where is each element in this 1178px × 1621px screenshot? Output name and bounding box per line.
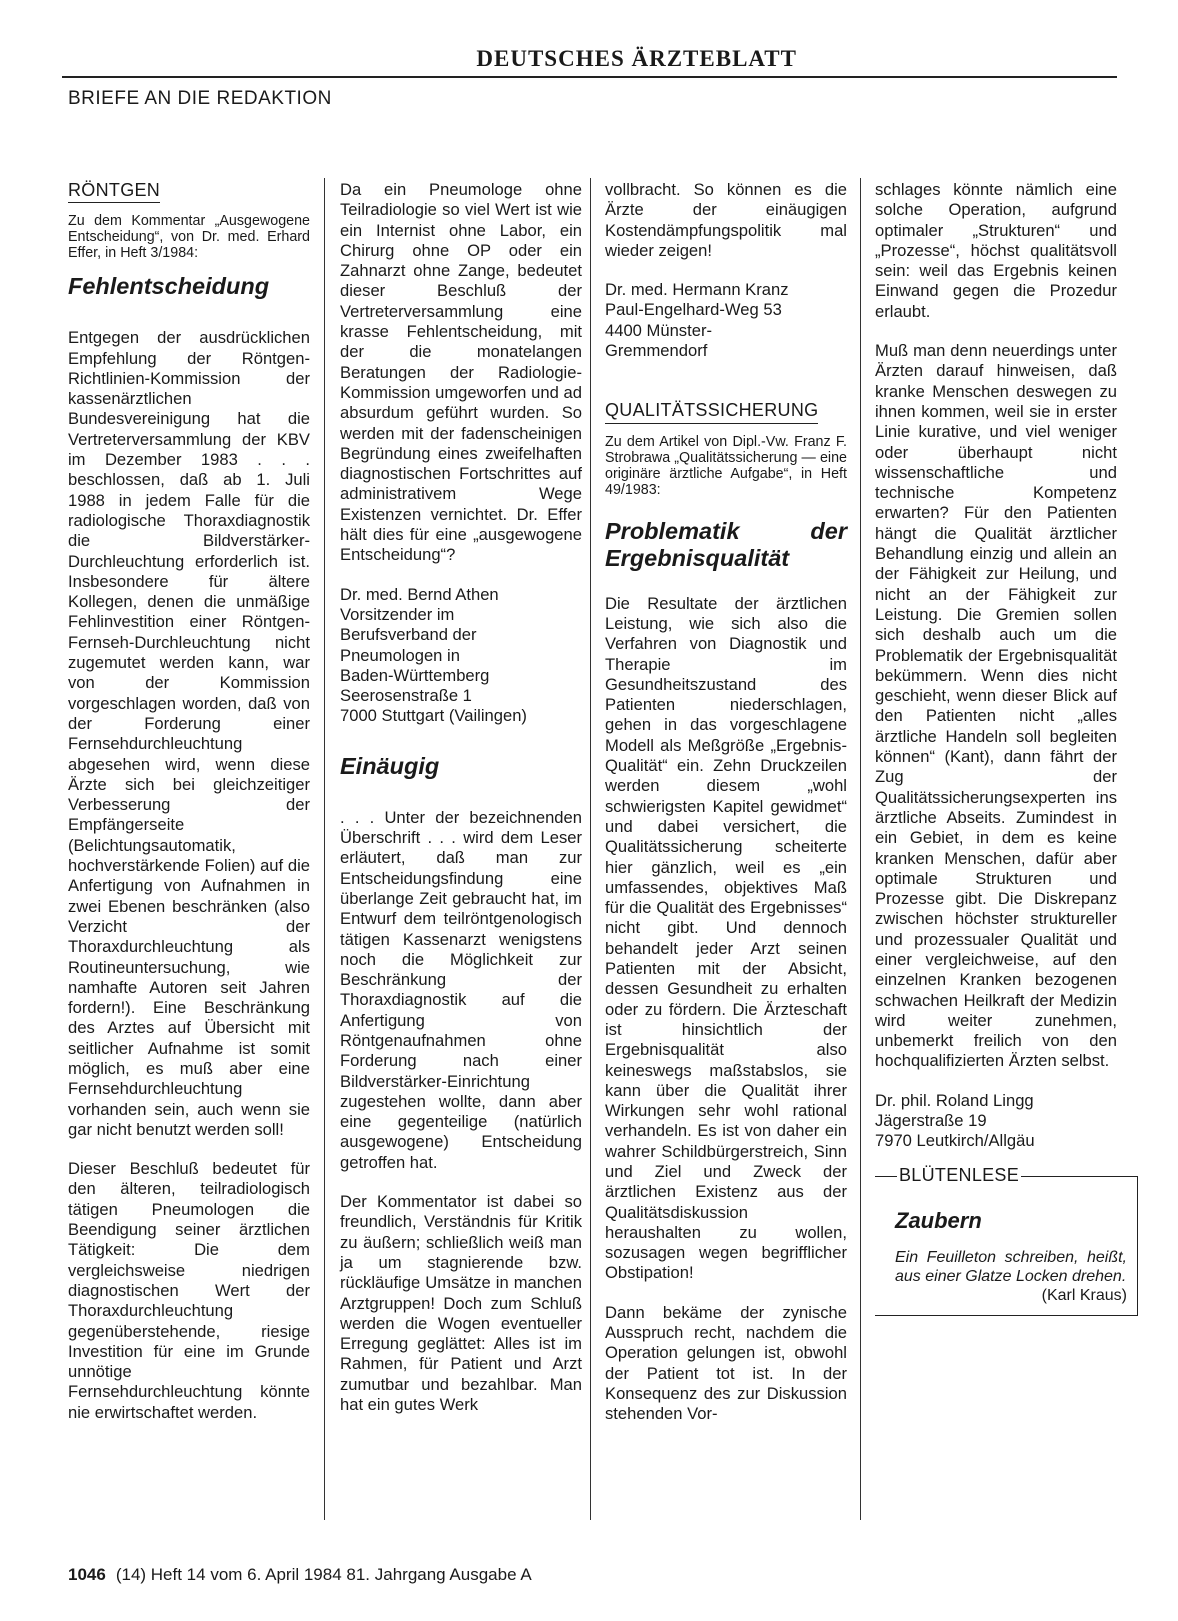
- letter-headline: Problematik der Ergebnisqualität: [605, 517, 847, 571]
- masthead: DEUTSCHES ÄRZTEBLATT: [476, 46, 797, 71]
- section-label: BRIEFE AN DIE REDAKTION: [68, 88, 332, 109]
- column-2: [340, 180, 582, 1434]
- box-quote: [895, 1248, 1127, 1304]
- letter-paragraph: Dann bekäme der zynische Ausspruch recht, nachdem die Operation gelungen ist, obwohl der Patient tot ist. In der Konsequenz des zur Diskussion stehenden Vor-: [605, 1302, 847, 1424]
- signature-line: 4400 Münster-: [605, 320, 712, 340]
- topic-label: RÖNTGEN: [68, 180, 160, 203]
- letter-paragraph: Der Kommentator ist dabei so freundlich, Verständnis für Kritik zu äußern; schließlich weiß man ja um stagnierende bzw. rückläufige Umsätze in manchen Arztgruppen! Doch zum Schluß werden die Wogen eventueller Erregung geglättet: Alles ist im Rahmen, für Patient und Arzt zumutbar und bezahlbar. Man hat ein gutes Werk: [340, 1192, 582, 1415]
- issue-info: (14) Heft 14 vom 6. April 1984 81. Jahrgang Ausgabe A: [115, 1565, 532, 1584]
- letter-paragraph: schlages könnte nämlich eine solche Operation, aufgrund optimaler „Strukturen“ und „Prozesse“, höchst qualitätsvoll sein: weil das Ergebnis keinen Einwand gegen die Prozedur erlaubt.: [875, 180, 1117, 321]
- signature-line: Gremmendorf: [605, 341, 708, 361]
- column-divider: [590, 178, 591, 1520]
- letter-paragraph: Dieser Beschluß bedeutet für den älteren, teilradiologisch tätigen Pneumologen die Beendigung seiner ärztlichen Tätigkeit: Die dem vergleichsweise niedrigen diagnostischen Wert der Thoraxdurchleuchtung gegenüberstehende, riesige Investition für eine im Grunde unnötige Fernsehdurchleuchtung könnte nie erwirtschaftet werden.: [68, 1159, 310, 1422]
- quote-author: (Karl Kraus): [1041, 1286, 1127, 1304]
- letter-signature: [605, 280, 847, 361]
- article-reference: Zu dem Artikel von Dipl.-Vw. Franz F. Strobrawa „Qualitätssicherung — eine originäre ärztliche Aufgabe“, in Heft 49/1983:: [605, 433, 847, 498]
- signature-line: 7000 Stuttgart (Vailingen): [340, 706, 527, 726]
- column-divider: [324, 178, 325, 1520]
- article-reference: Zu dem Kommentar „Ausgewogene Entscheidung“, von Dr. med. Erhard Effer, in Heft 3/1984:: [68, 213, 310, 262]
- topic-label: QUALITÄTSSICHERUNG: [605, 400, 818, 423]
- box-title: BLÜTENLESE: [899, 1164, 1020, 1185]
- letter-signature: [340, 585, 582, 727]
- signature-line: Paul-Engelhard-Weg 53: [605, 300, 782, 320]
- letter-paragraph: Entgegen der ausdrücklichen Empfehlung der Röntgen-Richtlinien-Kommission der kassenärztlichen Bundesvereinigung hat die Vertreterversammlung der KBV im Dezember 1983 . . . beschlossen, daß ab 1. Juli 1988 in jedem Falle für die radiologische Thoraxdiagnostik die Bildverstärker-Durchleuchtung erforderlich ist. Insbesondere für ältere Kollegen, denen die unmäßige Fehlinvestition einer Röntgen-Fernseh-Durchleuchtung nicht zugemutet werden kann, war von der Kommission vorgeschlagen worden, daß von der Forderung einer Fernsehdurchleuchtung abgesehen wird, wenn diese Ärzte sich bei gleichzeitiger Verbesserung der Empfängerseite (Belichtungsautomatik, hochverstärkende Folien) auf die Anfertigung von Aufnahmen in zwei Ebenen beschränken (also Verzicht der Thoraxdurchleuchtung als Routineuntersuchung, wie namhafte Autoren seit Jahren fordern!). Eine Beschränkung des Arztes auf Übersicht mit seitlicher Aufnahme ist somit möglich, es muß aber eine Fernsehdurchleuchtung vorhanden sein, auch wenn sie gar nicht benutzt werden soll!: [68, 328, 310, 1139]
- signature-line: Dr. med. Hermann Kranz: [605, 280, 789, 300]
- column-3: [605, 180, 847, 1444]
- bluetenlese-box: [875, 1164, 1138, 1316]
- page-number: 1046: [68, 1565, 106, 1584]
- letter-paragraph: vollbracht. So können es die Ärzte der einäugigen Kostendämpfungspolitik mal wieder zeigen!: [605, 180, 847, 260]
- signature-line: Dr. phil. Roland Lingg: [875, 1090, 1034, 1110]
- masthead-rule: [62, 76, 1117, 78]
- letter-headline: Einäugig: [340, 752, 440, 779]
- letter-paragraph: Muß man denn neuerdings unter Ärzten darauf hinweisen, daß kranke Menschen deswegen zu ihnen kommen, weil sie in erster Linie kurative, und viel weniger oder überhaupt nicht wissenschaftliche und technische Kompetenz erwarten? Für den Patienten hängt die Qualität ärztlicher Behandlung einzig und allein an der Fähigkeit zur Heilung, und nicht an der Fähigkeit zur Leistung. Die Gremien sollen sich deshalb auch um die Problematik der Ergebnisqualität bekümmern. Wenn dies nicht geschieht, wenn dieser Blick auf den Patienten nicht „alles ärztliche Handeln soll begleiten können“ (Kant), dann fährt der Zug der Qualitätssicherungsexperten ins ärztliche Abseits. Zumindest in ein Gebiet, in dem es keine kranken Menschen, dafür aber optimale Strukturen und Prozesse gibt. Die Diskrepanz zwischen höchster struktureller und prozessualer Qualität und einer vergleichweise, auf den einzelnen Kranken bezogenen schwachen Heilkraft der Medizin wird weiter zunehmen, unbemerkt freilich von den hochqualifizierten Ärzten selbst.: [875, 341, 1117, 1071]
- signature-line: Baden-Württemberg: [340, 665, 490, 685]
- box-headline: Zaubern: [895, 1207, 982, 1233]
- letter-paragraph: Da ein Pneumologe ohne Teilradiologie so viel Wert ist wie ein Internist ohne Labor, ein Chirurg ohne OP oder ein Zahnarzt ohne Zange, bedeutet dieser Beschluß der Vertreterversammlung eine krasse Fehlentscheidung, mit der die monatelangen Beratungen der Radiologie-Kommission umgeworfen und ad absurdum geführt wurden. So werden mit der fadenscheinigen Begründung eines zweifelhaften diagnostischen Fortschrittes auf administrativem Wege Existenzen vernichtet. Dr. Effer hält dies für eine „ausgewogene Entscheidung“?: [340, 180, 582, 565]
- letter-paragraph: . . . Unter der bezeichnenden Überschrift . . . wird dem Leser erläutert, daß man zur Entscheidungsfindung eine überlange Zeit gebraucht hat, im Entwurf dem teilröntgenologisch tätigen Kassenarzt wenigstens noch die Möglichkeit zur Beschränkung der Thoraxdiagnostik auf die Anfertigung von Röntgenaufnahmen ohne Forderung nach einer Bildverstärker-Einrichtung zugestehen wollte, dann aber eine gegenteilige (natürlich ausgewogene) Entscheidung getroffen hat.: [340, 807, 582, 1172]
- column-divider: [860, 178, 861, 1520]
- letter-signature: [875, 1091, 1117, 1152]
- column-1: [68, 180, 310, 1442]
- signature-line: Seerosenstraße 1: [340, 686, 472, 706]
- page-footer: [68, 1565, 532, 1585]
- signature-line: Berufsverband der: [340, 625, 477, 645]
- letter-paragraph: Die Resultate der ärztlichen Leistung, wie sich also die Verfahren von Diagnostik und Therapie im Gesundheitszustand des Patienten niederschlagen, gehen in das vorgeschlagene Modell als Meßgröße „Ergebnis-Qualität“ ein. Zehn Druckzeilen werden diesem „wohl schwierigsten Kapitel gewidmet“ und dabei versichert, die Qualitätssicherung scheiterte hier gänzlich, weil es „ein umfassendes, objektives Maß für die Qualität des Ergebnisses“ nicht gibt. Und dennoch behandelt jeder Arzt seinen Patienten mit der Absicht, dessen Gesundheit zu erhalten oder zu fördern. Die Ärzteschaft ist hinsichtlich der Ergebnisqualität also keineswegs maßstabslos, sie kann über die Qualität ihrer Wirkungen sehr wohl rational verhandeln. Es ist von daher ein wahrer Schildbürgerstreich, Sinn und Ziel und Zweck der ärztlichen Existenz aus der Qualitätsdiskussion heraushalten zu wollen, sozusagen wegen begrifflicher Obstipation!: [605, 593, 847, 1283]
- signature-line: Jägerstraße 19: [875, 1111, 987, 1131]
- letter-headline: Fehlentscheidung: [68, 273, 270, 300]
- signature-line: Dr. med. Bernd Athen: [340, 584, 499, 604]
- signature-line: Pneumologen in: [340, 645, 460, 665]
- column-4: [875, 180, 1127, 1316]
- quote-text: Ein Feuilleton schreiben, heißt, aus einer Glatze Locken drehen.: [895, 1248, 1127, 1285]
- signature-line: Vorsitzender im: [340, 604, 455, 624]
- signature-line: 7970 Leutkirch/Allgäu: [875, 1131, 1035, 1151]
